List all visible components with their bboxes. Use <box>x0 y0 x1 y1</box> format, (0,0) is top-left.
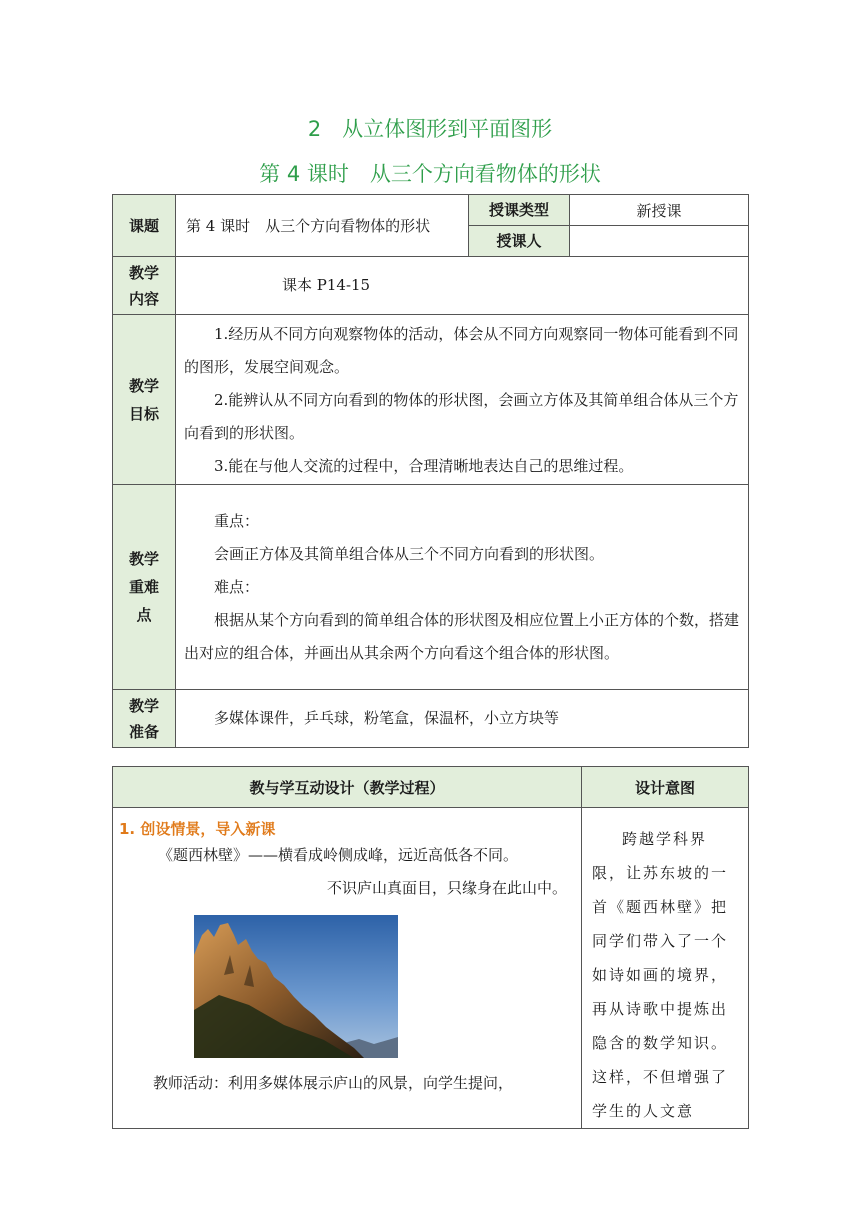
content-text: 课本 P14-15 <box>282 276 371 294</box>
page-title: 2 从立体图形到平面图形 <box>307 117 553 141</box>
prep-text: 多媒体课件，乒乓球，粉笔盒，保温杯，小立方块等 <box>214 709 560 727</box>
poem-line: 《题西林壁》——横看成岭侧成峰，远近高低各不同。 <box>158 846 519 864</box>
lesson-type-label: 授课类型 <box>469 195 570 226</box>
page-subtitle: 第 4 课时 从三个方向看物体的形状 <box>259 162 601 186</box>
keypoint-heading: 难点： <box>214 577 260 596</box>
intent-cell <box>582 808 749 1129</box>
poem-line: 不识庐山真面目，只缘身在此山中。 <box>326 879 567 897</box>
keypoint-text: 根据从某个方向看到的简单组合体的形状图及相应位置上小正方体的个数，搭建出对应的组合体，并画出从其余两个方向看这个组合体的形状图。 <box>184 610 740 662</box>
teacher-activity: 教师活动：利用多媒体展示庐山的风景，向学生提问， <box>153 1074 514 1092</box>
goals-label-text: 教学目标 <box>128 376 159 423</box>
intent-header: 设计意图 <box>582 767 749 808</box>
lesson-info-table <box>112 194 749 748</box>
goals-label <box>113 315 176 485</box>
process-header: 教与学互动设计（教学过程） <box>113 767 582 808</box>
topic-value: 第 4 课时 从三个方向看物体的形状 <box>176 195 469 257</box>
lesson-type-value: 新授课 <box>570 195 749 226</box>
keypoints-label <box>113 485 176 690</box>
content-label <box>113 257 176 315</box>
keypoints-cell <box>176 485 749 690</box>
teacher-value <box>570 226 749 257</box>
keypoints-label-text: 教学重难点 <box>128 550 159 624</box>
process-cell <box>113 808 582 1129</box>
design-intent-text: 跨越学科界限，让苏东坡的一首《题西林壁》把同学们带入了一个如诗如画的境界，再从诗歌中提炼出隐含的数学知识。这样，不但增强了学生的人文意 <box>592 830 729 1120</box>
teaching-process-table <box>112 766 749 1129</box>
mountain-landscape-photo <box>194 915 398 1058</box>
section-title: 1. 创设情景，导入新课 <box>119 820 276 838</box>
keypoint-text: 会画正方体及其简单组合体从三个不同方向看到的形状图。 <box>214 544 605 563</box>
topic-label: 课题 <box>113 195 176 257</box>
prep-value <box>176 690 749 748</box>
goal-item: 2.能辨认从不同方向看到的物体的形状图，会画立方体及其简单组合体从三个方向看到的形状图。 <box>184 391 739 442</box>
poem <box>113 839 581 905</box>
content-value <box>176 257 749 315</box>
prep-label-text: 教学准备 <box>128 696 159 741</box>
goals-cell <box>176 315 749 485</box>
teacher-label: 授课人 <box>469 226 570 257</box>
goal-item: 1.经历从不同方向观察物体的活动，体会从不同方向观察同一物体可能看到不同的图形，发展空间观念。 <box>184 325 739 376</box>
content-label-text: 教学内容 <box>128 263 159 308</box>
keypoint-heading: 重点： <box>214 511 260 530</box>
goal-item: 3.能在与他人交流的过程中，合理清晰地表达自己的思维过程。 <box>214 457 634 475</box>
prep-label <box>113 690 176 748</box>
